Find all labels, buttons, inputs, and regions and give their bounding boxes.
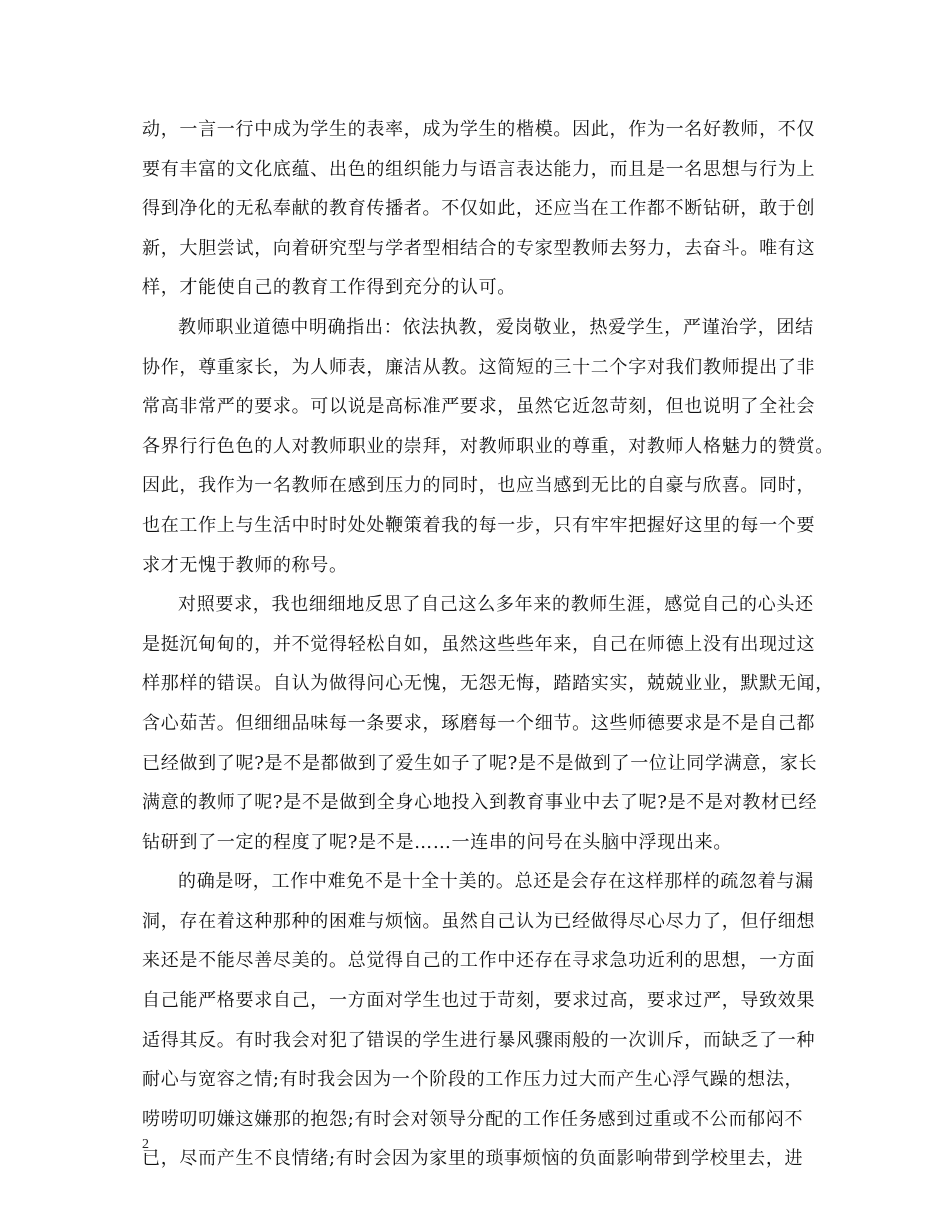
text-line: 要有丰富的文化底蕴、出色的组织能力与语言表达能力，而且是一名思想与行为上 bbox=[142, 158, 816, 180]
paragraph bbox=[142, 862, 822, 1179]
paragraph bbox=[142, 110, 822, 308]
text-line: 对照要求，我也细细地反思了自己这么多年来的教师生涯，感觉自己的心头还 bbox=[178, 594, 814, 616]
text-line: 求才无愧于教师的称号。 bbox=[142, 554, 348, 576]
text-line: 钻研到了一定的程度了呢?是不是……一连串的问号在头脑中浮现出来。 bbox=[142, 831, 733, 853]
text-line: 洞，存在着这种那种的困难与烦恼。虽然自己认为已经做得尽心尽力了，但仔细想 bbox=[142, 910, 816, 932]
text-line: 得到净化的无私奉献的教育传播者。不仅如此，还应当在工作都不断钻研，敢于创 bbox=[142, 198, 816, 220]
text-line: 也在工作上与生活中时时处处鞭策着我的每一步，只有牢牢把握好这里的每一个要 bbox=[142, 514, 816, 536]
text-line: 已，尽而产生不良情绪;有时会因为家里的琐事烦恼的负面影响带到学校里去，进 bbox=[142, 1148, 804, 1170]
text-line: 的确是呀，工作中难免不是十全十美的。总还是会存在这样那样的疏忽着与漏 bbox=[178, 871, 814, 893]
text-line: 常高非常严的要求。可以说是高标准严要求，虽然它近忽苛刻，但也说明了全社会 bbox=[142, 396, 816, 418]
text-line: 来还是不能尽善尽美的。总觉得自己的工作中还存在寻求急功近利的思想，一方面 bbox=[142, 950, 816, 972]
text-line: 教师职业道德中明确指出：依法执教，爱岗敬业，热爱学生，严谨治学，团结 bbox=[178, 316, 814, 338]
page-number: 2 bbox=[142, 1137, 149, 1152]
text-line: 自己能严格要求自己，一方面对学生也过于苛刻，要求过高，要求过严，导致效果 bbox=[142, 990, 816, 1012]
paragraph bbox=[142, 308, 834, 585]
text-line: 样那样的错误。自认为做得问心无愧，无怨无悔，踏踏实实，兢兢业业，默默无闻， bbox=[142, 673, 834, 695]
text-line: 已经做到了呢?是不是都做到了爱生如子了呢?是不是做到了一位让同学满意，家长 bbox=[142, 752, 818, 774]
body-text bbox=[142, 110, 834, 1179]
text-line: 样，才能使自己的教育工作得到充分的认可。 bbox=[142, 277, 516, 299]
text-line: 唠唠叨叨嫌这嫌那的抱怨;有时会对领导分配的工作任务感到过重或不公而郁闷不 bbox=[142, 1108, 804, 1130]
paragraph bbox=[142, 585, 834, 862]
text-line: 各界行行色色的人对教师职业的崇拜，对教师职业的尊重，对教师人格魅力的赞赏。 bbox=[142, 435, 834, 457]
text-line: 因此，我作为一名教师在感到压力的同时，也应当感到无比的自豪与欣喜。同时， bbox=[142, 475, 816, 497]
text-line: 是挺沉甸甸的，并不觉得轻松自如，虽然这些些年来，自己在师德上没有出现过这 bbox=[142, 633, 816, 655]
text-line: 含心茹苦。但细细品味每一条要求，琢磨每一个细节。这些师德要求是不是自己都 bbox=[142, 712, 816, 734]
text-line: 适得其反。有时我会对犯了错误的学生进行暴风骤雨般的一次训斥，而缺乏了一种 bbox=[142, 1029, 816, 1051]
text-line: 耐心与宽容之情;有时我会因为一个阶段的工作压力过大而产生心浮气躁的想法， bbox=[142, 1069, 804, 1091]
text-line: 动，一言一行中成为学生的表率，成为学生的楷模。因此，作为一名好教师，不仅 bbox=[142, 119, 816, 140]
text-line: 新，大胆尝试，向着研究型与学者型相结合的专家型教师去努力，去奋斗。唯有这 bbox=[142, 237, 816, 259]
text-line: 满意的教师了呢?是不是做到全身心地投入到教育事业中去了呢?是不是对教材已经 bbox=[142, 792, 818, 814]
text-line: 协作，尊重家长，为人师表，廉洁从教。这简短的三十二个字对我们教师提出了非 bbox=[142, 356, 816, 378]
